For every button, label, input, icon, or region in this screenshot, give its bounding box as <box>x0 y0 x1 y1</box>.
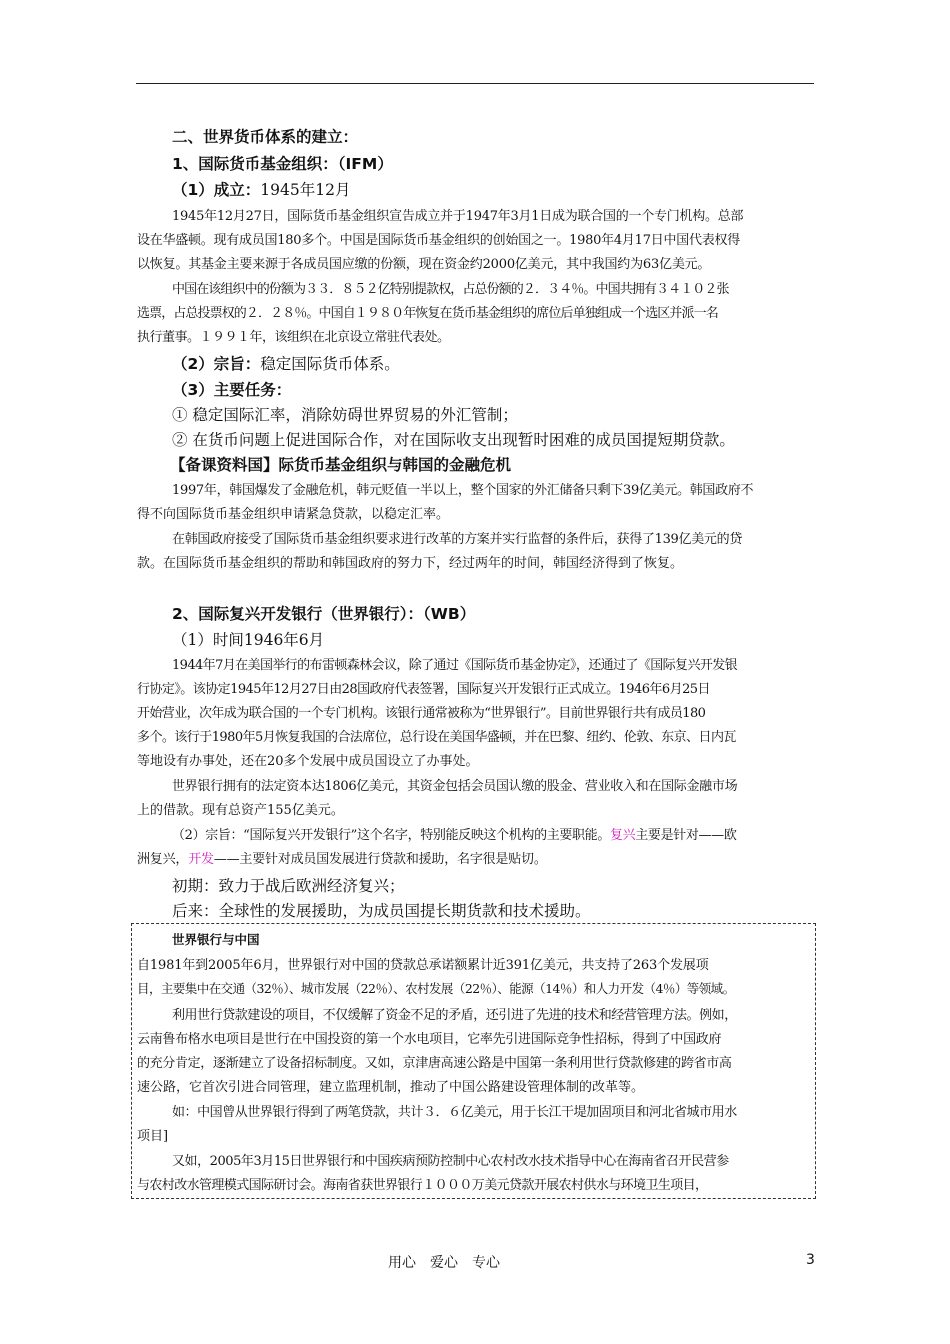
imf-tasks-label: （3）主要任务： <box>172 381 292 399</box>
imf-task-2: ② 在货币问题上促进国际合作，对在国际收支出现暂时困难的成员国提短期贷款。 <box>172 431 735 449</box>
imf-heading: 1、国际货币基金组织：（IFM） <box>172 155 393 173</box>
material-p1-line: 1997年，韩国爆发了金融危机，韩元贬值一半以上，整个国家的外汇储备只剩下39亿美元。韩国政府不 <box>172 483 754 498</box>
imf-p2-line: 中国在该组织中的份额为３３．８５２亿特别提款权，占总份额的２．３４％。中国共拥有３４１０２张 <box>172 282 729 297</box>
imf-established <box>172 178 350 200</box>
box-p2-line: 利用世行贷款建设的项目，不仅缓解了资金不足的矛盾，还引进了先进的技术和经营管理方法。例如， <box>172 1008 737 1023</box>
imf-established-value: 1945年12月 <box>260 181 351 199</box>
wb-p2-line: 世界银行拥有的法定资本达1806亿美元，其资金包括会员国认缴的股金、营业收入和在国际金融市场 <box>172 779 738 794</box>
box-p4-line: 与农村改水管理模式国际研讨会。海南省获世界银行１０００万美元贷款开展农村供水与环境卫生项目， <box>137 1178 708 1193</box>
imf-task-1: ① 稳定国际汇率，消除妨碍世界贸易的外汇管制； <box>172 406 518 424</box>
wb-purpose-line-2 <box>137 848 547 867</box>
material-p2-line: 在韩国政府接受了国际货币基金组织要求进行改革的方案并实行监督的条件后，获得了139亿美元的贷 <box>172 532 743 547</box>
imf-purpose-value: 稳定国际货币体系。 <box>260 355 400 373</box>
imf-purpose-label: （2）宗旨： <box>172 355 261 373</box>
wb-purpose-text: ——主要针对成员国发展进行贷款和援助，名字很是贴切。 <box>213 852 547 867</box>
material-p1-line: 得不向国际货币基金组织申请紧急贷款，以稳定汇率。 <box>137 507 450 522</box>
material-title: 【备课资料国】际货币基金组织与韩国的金融危机 <box>170 456 512 474</box>
imf-purpose <box>172 352 400 374</box>
imf-p1-line: 1945年12月27日，国际货币基金组织宣告成立并于1947年3月1日成为联合国的一个专门机构。总部 <box>172 209 744 224</box>
box-p1-line: 目，主要集中在交通（32％）、城市发展（22％）、农村发展（22％）、能源（14％）和人力开发（4％）等领域。 <box>137 981 735 996</box>
box-title: 世界银行与中国 <box>172 932 260 947</box>
wb-purpose-text: 主要是针对——欧 <box>635 828 737 843</box>
wb-later: 后来：全球性的发展援助，为成员国提长期货款和技术援助。 <box>172 902 591 920</box>
wb-purpose-highlight-kaifa: 开发 <box>188 852 214 867</box>
wb-purpose-text: （2）宗旨：“国际复兴开发银行”这个名字，特别能反映这个机构的主要职能。 <box>172 828 610 843</box>
imf-p1-line: 以恢复。其基金主要来源于各成员国应缴的份额，现在资金约2000亿美元，其中我国约为63亿美元。 <box>137 257 711 272</box>
box-p4-line: 又如，2005年3月15日世界银行和中国疾病预防控制中心农村改水技术指导中心在海南省召开民营参 <box>172 1154 729 1169</box>
wb-p1-line: 多个。该行于1980年5月恢复我国的合法席位，总行设在美国华盛顿，并在巴黎、纽约、伦敦、东京、日内瓦 <box>137 730 736 745</box>
imf-p2-line: 选票，占总投票权的２．２８％。中国自１９８０年恢复在货币基金组织的席位后单独组成一个选区并派一名 <box>137 306 718 321</box>
wb-p2-line: 上的借款。现有总资产155亿美元。 <box>137 803 344 818</box>
imf-established-label: （1）成立： <box>172 181 261 199</box>
box-p3-line: 项目] <box>137 1129 169 1144</box>
section-title: 二、世界货币体系的建立： <box>172 128 359 146</box>
header-rule <box>136 83 814 84</box>
wb-heading: 2、国际复兴开发银行（世界银行）：（WB） <box>172 605 476 623</box>
material-p2-line: 款。在国际货币基金组织的帮助和韩国政府的努力下，经过两年的时间，韩国经济得到了恢复。 <box>137 556 684 571</box>
wb-purpose-line-1 <box>172 824 736 843</box>
wb-purpose-highlight-fuxing: 复兴 <box>609 828 636 843</box>
imf-p1-line: 设在华盛顿。现有成员国180多个。中国是国际货币基金组织的创始国之一。1980年4月17日中国代表权得 <box>137 233 740 248</box>
wb-p1-line: 1944年7月在美国举行的布雷顿森林会议，除了通过《国际货币基金协定》，还通过了《国际复兴开发银 <box>172 658 738 673</box>
box-p1-line: 自1981年到2005年6月，世界银行对中国的贷款总承诺额累计近391亿美元，共支持了263个发展项 <box>137 958 709 973</box>
page-number: 3 <box>806 1252 815 1268</box>
wb-early: 初期：致力于战后欧洲经济复兴； <box>172 877 405 895</box>
box-p2-line: 的充分肯定，逐渐建立了设备招标制度。又如，京津唐高速公路是中国第一条利用世行贷款修建的跨省市高 <box>137 1056 732 1071</box>
page-footer: 用心 爱心 专心 <box>388 1255 500 1271</box>
wb-p1-line: 行协定》。该协定1945年12月27日由28国政府代表签署，国际复兴开发银行正式成立。1946年6月25日 <box>137 682 710 697</box>
box-p3-line: 如：中国曾从世界银行得到了两笔贷款，共计３．６亿美元，用于长江干堤加固项目和河北省城市用水 <box>172 1105 737 1120</box>
wb-p1-line: 等地设有办事处，还在20多个发展中成员国设立了办事处。 <box>137 754 479 769</box>
wb-p1-line: 开始营业，次年成为联合国的一个专门机构。该银行通常被称为“世界银行”。目前世界银行共有成员180 <box>137 706 706 721</box>
box-p2-line: 云南鲁布格水电项目是世行在中国投资的第一个水电项目，它率先引进国际竞争性招标，得到了中国政府 <box>137 1032 722 1047</box>
imf-p2-line: 执行董事。１９９１年，该组织在北京设立常驻代表处。 <box>137 330 450 345</box>
wb-time: （1）时间1946年6月 <box>172 631 325 649</box>
wb-purpose-text: 洲复兴， <box>137 852 189 867</box>
box-p2-line: 速公路，它首次引进合同管理，建立监理机制，推动了中国公路建设管理体制的改革等。 <box>137 1080 645 1095</box>
